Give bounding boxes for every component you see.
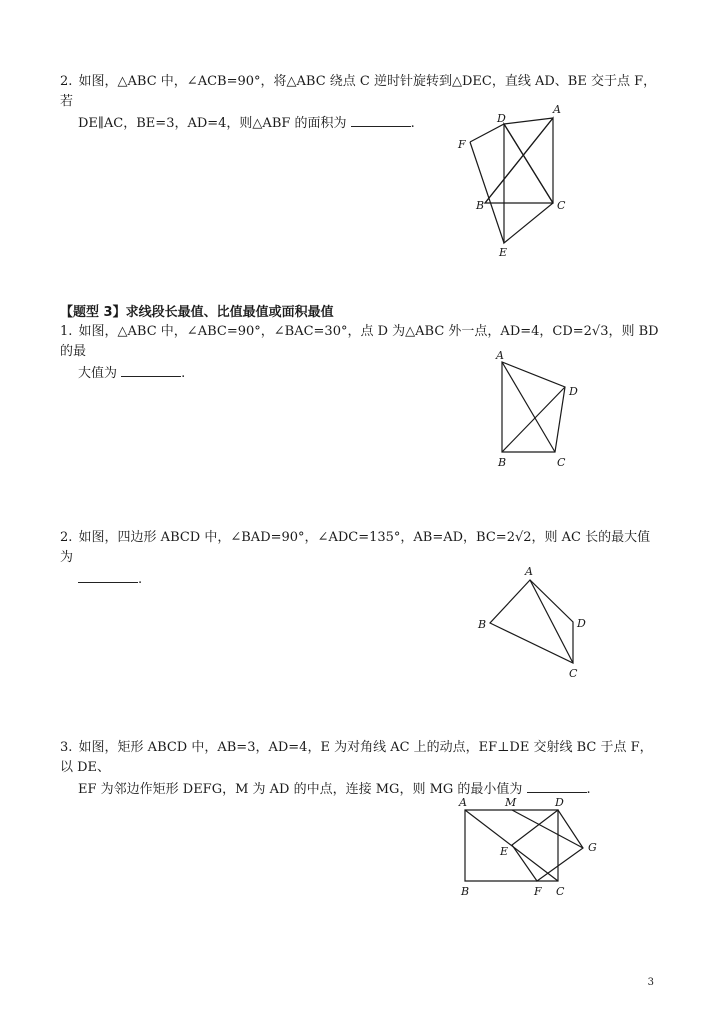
label-B: B <box>478 618 487 631</box>
problem-statement: 如图，△ABC 中，∠ABC=90°，∠BAC=30°，点 D 为△ABC 外一点，AD=4，CD=2√3，则 BD 的最 <box>60 324 659 359</box>
figure-rectangle-abcd <box>455 793 615 903</box>
label-D: D <box>577 617 586 630</box>
figure-lines <box>465 810 583 881</box>
label-F: F <box>534 885 542 898</box>
figure-lines <box>470 118 553 243</box>
label-A: A <box>525 565 533 578</box>
label-D: D <box>497 112 506 125</box>
label-A: A <box>553 103 561 116</box>
label-E: E <box>499 246 508 259</box>
label-A: A <box>496 349 504 362</box>
answer-blank[interactable] <box>351 112 411 127</box>
problem-text-line1 <box>60 738 660 778</box>
figure-lines <box>490 580 573 663</box>
section-title: 【题型 3】求线段长最值、比值最值或面积最值 <box>60 305 334 320</box>
label-G: G <box>588 841 597 854</box>
label-C: C <box>556 885 565 898</box>
figure-lines <box>502 362 565 452</box>
problem-statement-cont: DE∥AC，BE=3，AD=4，则△ABF 的面积为 <box>78 116 347 131</box>
label-C: C <box>557 456 566 469</box>
period: . <box>181 366 186 381</box>
label-D: D <box>555 796 564 809</box>
problem-number: 1. <box>60 324 73 339</box>
problem-3 <box>60 738 660 800</box>
label-A: A <box>459 796 467 809</box>
label-B: B <box>461 885 470 898</box>
problem-text-line1 <box>60 528 660 568</box>
answer-blank[interactable] <box>78 568 138 583</box>
label-F: F <box>458 138 466 151</box>
period: . <box>586 782 591 797</box>
label-B: B <box>476 199 485 212</box>
answer-blank[interactable] <box>121 362 181 377</box>
label-D: D <box>569 385 578 398</box>
problem-number: 2. <box>60 530 73 545</box>
period: . <box>138 572 143 587</box>
label-E: E <box>500 845 509 858</box>
label-B: B <box>498 456 507 469</box>
figure-quadrilateral-abcd <box>470 565 590 685</box>
answer-blank[interactable] <box>527 778 587 793</box>
problem-number: 2. <box>60 74 73 89</box>
label-C: C <box>569 667 578 680</box>
problem-statement: 如图，△ABC 中，∠ACB=90°，将△ABC 绕点 C 逆时针旋转到△DEC，直线 AD、BE 交于点 F，若 <box>60 74 657 109</box>
problem-number: 3. <box>60 740 73 755</box>
problem-statement: 如图，矩形 ABCD 中，AB=3，AD=4，E 为对角线 AC 上的动点，EF⊥DE 交射线 BC 于点 F，以 DE、 <box>60 740 653 775</box>
label-C: C <box>557 199 566 212</box>
figure-rotation-triangles <box>450 100 600 265</box>
page-number: 3 <box>647 977 654 988</box>
period: . <box>410 116 415 131</box>
problem-statement-cont: EF 为邻边作矩形 DEFG，M 为 AD 的中点，连接 MG，则 MG 的最小值为 <box>78 782 523 797</box>
figure-triangle-abc-point-d <box>490 349 590 470</box>
problem-statement: 如图，四边形 ABCD 中，∠BAD=90°，∠ADC=135°，AB=AD，BC=2√2，则 AC 长的最大值为 <box>60 530 651 565</box>
label-M: M <box>505 796 517 809</box>
problem-statement-cont: 大值为 <box>78 366 118 381</box>
